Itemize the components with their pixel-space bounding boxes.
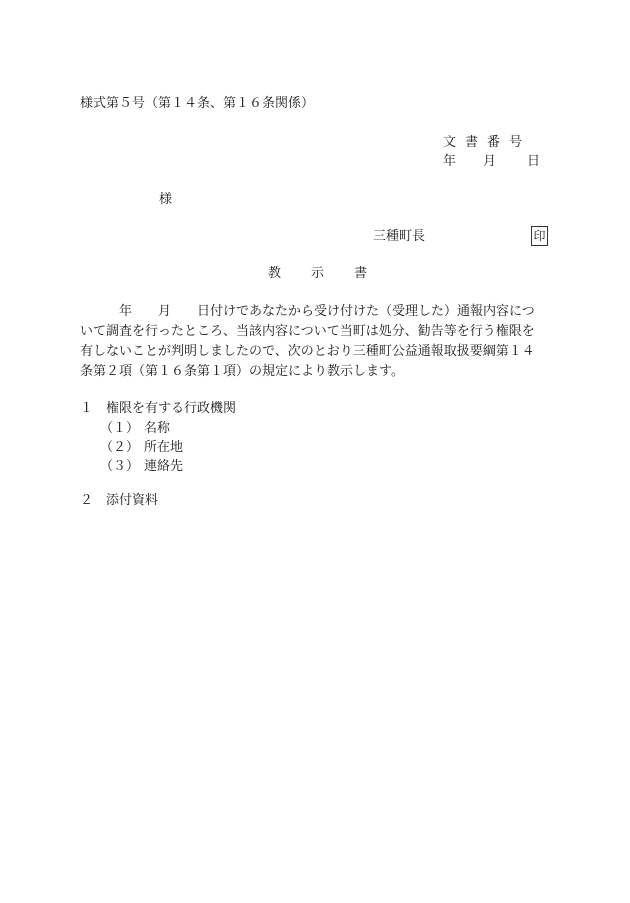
list-item (100, 460, 183, 473)
addressee-suffix: 様 (159, 192, 173, 207)
section-2-heading (80, 494, 158, 507)
section-number: ２ (80, 493, 94, 508)
item-label: 連絡先 (144, 459, 184, 474)
seal-mark: 印 (531, 226, 548, 246)
date-month: 月 (483, 154, 497, 169)
body-paragraph (80, 302, 560, 382)
date-year: 年 (443, 154, 457, 169)
section-1-heading (80, 402, 236, 415)
date-line (443, 155, 540, 168)
body-line: いて調査を行ったところ、当該内容について当町は処分、勧告等を行う権限を (80, 324, 535, 339)
body-line: 年 月 日付けであなたから受け付けた（受理した）通報内容につ (80, 304, 535, 319)
issuer-name: 三種町長 (373, 229, 426, 244)
item-number: （３） (100, 459, 140, 474)
section-number: １ (80, 401, 94, 416)
section-title: 添付資料 (106, 493, 159, 508)
item-number: （１） (100, 421, 140, 436)
list-item (100, 422, 170, 435)
section-title: 権限を有する行政機関 (106, 401, 237, 416)
item-number: （２） (100, 440, 140, 455)
document-number-label: 文書番号 (443, 135, 532, 150)
body-line: 有しないことが判明しましたので、次のとおり三種町公益通報取扱要綱第１４ (80, 344, 535, 359)
list-item (100, 441, 183, 454)
date-day: 日 (527, 154, 541, 169)
body-line: 条第２項（第１６条第１項）の規定により教示します。 (80, 364, 404, 379)
item-label: 名称 (144, 421, 171, 436)
form-number-label: 様式第５号（第１４条、第１６条関係） (80, 96, 315, 111)
document-title: 教示書 (268, 266, 398, 281)
item-label: 所在地 (144, 440, 184, 455)
